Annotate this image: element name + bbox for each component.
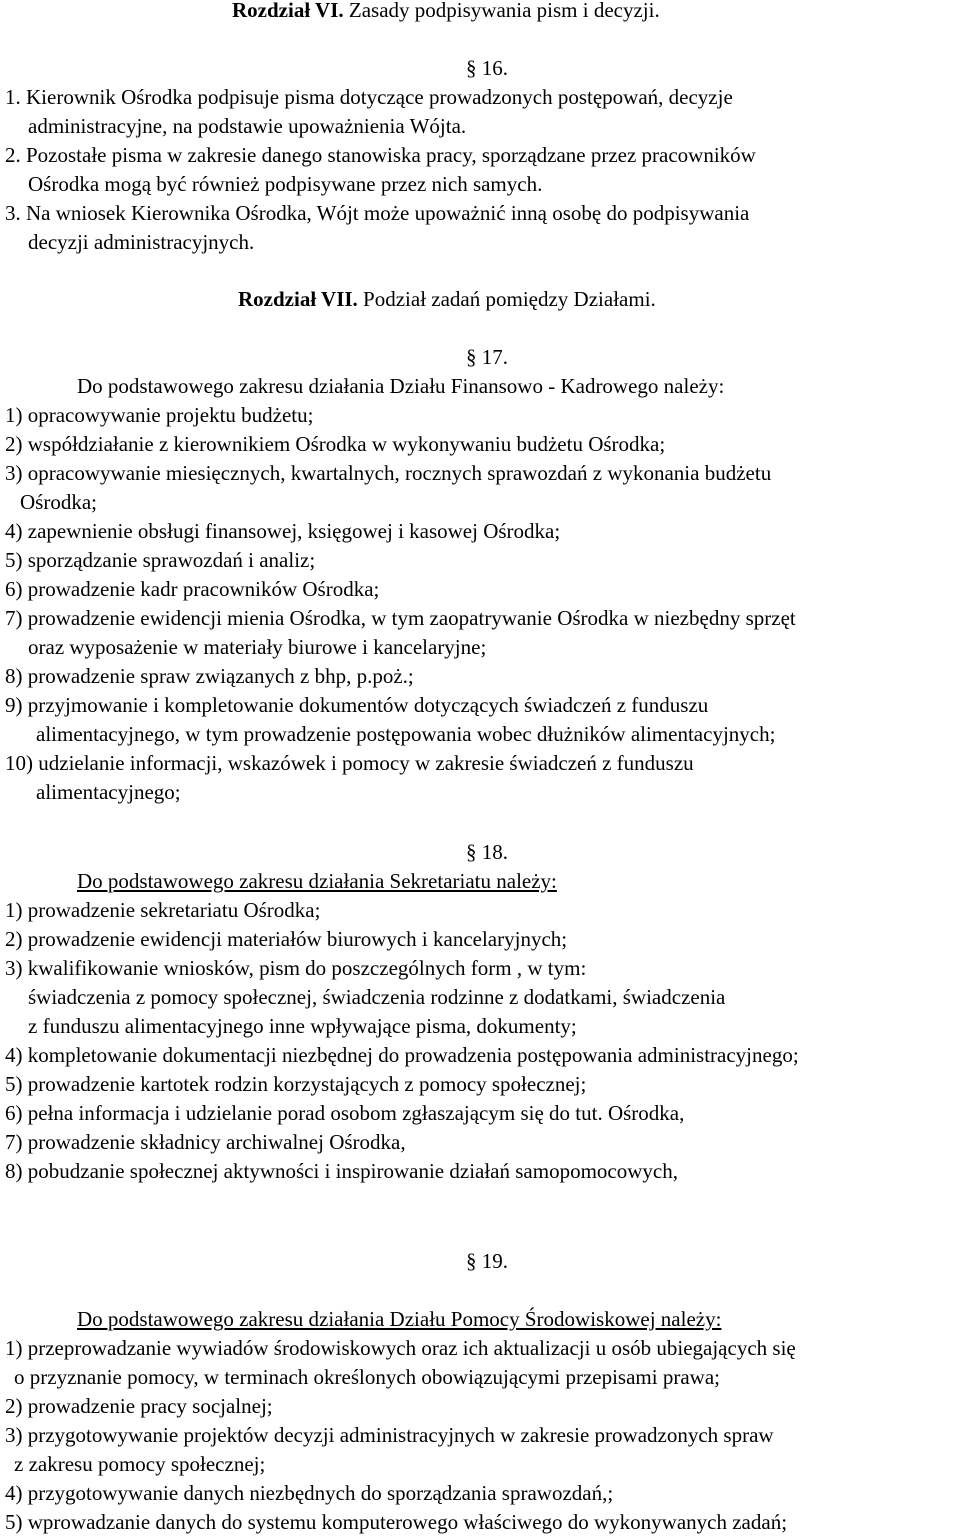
section-16-line: decyzji administracyjnych. [28, 230, 255, 254]
section-16-number: § 16. [466, 56, 508, 80]
section-16-line: 2. Pozostałe pisma w zakresie danego stanowiska pracy, sporządzane przez pracowników [5, 143, 756, 167]
section-17-item: 7) prowadzenie ewidencji mienia Ośrodka, w tym zaopatrywanie Ośrodka w niezbędny sprzęt [5, 606, 796, 630]
section-19-item: 4) przygotowywanie danych niezbędnych do sporządzania sprawozdań,; [5, 1481, 614, 1505]
section-17-item: 10) udzielanie informacji, wskazówek i pomocy w zakresie świadczeń z funduszu [5, 751, 694, 775]
section-18-item: 6) pełna informacja i udzielanie porad osobom zgłaszającym się do tut. Ośrodka, [5, 1101, 685, 1125]
section-18-number: § 18. [466, 840, 508, 864]
section-19-item: z zakresu pomocy społecznej; [14, 1452, 266, 1476]
section-17-item: 3) opracowywanie miesięcznych, kwartalnych, rocznych sprawozdań z wykonania budżetu [5, 461, 772, 485]
section-18-item: 3) kwalifikowanie wniosków, pism do poszczególnych form , w tym: [5, 956, 587, 980]
section-18-item: 1) prowadzenie sekretariatu Ośrodka; [5, 898, 321, 922]
section-18-item: 5) prowadzenie kartotek rodzin korzystających z pomocy społecznej; [5, 1072, 587, 1096]
section-19-number: § 19. [466, 1249, 508, 1273]
chapter-6-heading [232, 0, 660, 25]
section-19-item: 3) przygotowywanie projektów decyzji administracyjnych w zakresie prowadzonych spraw [5, 1423, 774, 1447]
section-17-item: alimentacyjnego, w tym prowadzenie postępowania wobec dłużników alimentacyjnych; [36, 722, 776, 746]
section-16-line: Ośrodka mogą być również podpisywane przez nich samych. [28, 172, 543, 196]
section-17-intro: Do podstawowego zakresu działania Działu Finansowo - Kadrowego należy: [77, 374, 725, 398]
section-17-item: oraz wyposażenie w materiały biurowe i kancelaryjne; [28, 635, 487, 659]
section-18-item: 2) prowadzenie ewidencji materiałów biurowych i kancelaryjnych; [5, 927, 568, 951]
section-18-item: z funduszu alimentacyjnego inne wpływające pisma, dokumenty; [28, 1014, 577, 1038]
section-18-intro: Do podstawowego zakresu działania Sekretariatu należy: [77, 869, 557, 893]
section-19-item: 2) prowadzenie pracy socjalnej; [5, 1394, 273, 1418]
section-19-intro: Do podstawowego zakresu działania Działu Pomocy Środowiskowej należy: [77, 1307, 722, 1331]
section-19-item: 5) wprowadzanie danych do systemu komputerowego właściwego do wykonywanych zadań; [5, 1510, 788, 1534]
section-16-line: administracyjne, na podstawie upoważnienia Wójta. [28, 114, 467, 138]
chapter-7-heading [238, 285, 656, 314]
section-17-number: § 17. [466, 345, 508, 369]
section-16-line: 1. Kierownik Ośrodka podpisuje pisma dotyczące prowadzonych postępowań, decyzje [5, 85, 733, 109]
section-17-item: 8) prowadzenie spraw związanych z bhp, p.poż.; [5, 664, 414, 688]
section-17-item: 2) współdziałanie z kierownikiem Ośrodka w wykonywaniu budżetu Ośrodka; [5, 432, 666, 456]
section-18-item: świadczenia z pomocy społecznej, świadczenia rodzinne z dodatkami, świadczenia [28, 985, 726, 1009]
chapter-7-heading-bold: Rozdział VII. [238, 287, 358, 311]
section-18-item: 4) kompletowanie dokumentacji niezbędnej do prowadzenia postępowania administracyjnego; [5, 1043, 799, 1067]
section-17-item: alimentacyjnego; [36, 780, 181, 804]
section-18-item: 8) pobudzanie społecznej aktywności i inspirowanie działań samopomocowych, [5, 1159, 678, 1183]
section-19-item: o przyznanie pomocy, w terminach określonych obowiązującymi przepisami prawa; [14, 1365, 720, 1389]
section-17-item: 4) zapewnienie obsługi finansowej, księgowej i kasowej Ośrodka; [5, 519, 561, 543]
chapter-6-heading-title: Zasady podpisywania pism i decyzji. [343, 0, 660, 22]
chapter-6-heading-bold: Rozdział VI. [232, 0, 344, 22]
chapter-7-heading-title: Podział zadań pomiędzy Działami. [357, 287, 656, 311]
section-17-item: 1) opracowywanie projektu budżetu; [5, 403, 314, 427]
section-18-item: 7) prowadzenie składnicy archiwalnej Ośrodka, [5, 1130, 406, 1154]
section-17-item: 9) przyjmowanie i kompletowanie dokumentów dotyczących świadczeń z funduszu [5, 693, 709, 717]
section-17-item: 6) prowadzenie kadr pracowników Ośrodka; [5, 577, 380, 601]
section-17-item: 5) sporządzanie sprawozdań i analiz; [5, 548, 316, 572]
section-16-line: 3. Na wniosek Kierownika Ośrodka, Wójt może upoważnić inną osobę do podpisywania [5, 201, 750, 225]
section-19-item: 1) przeprowadzanie wywiadów środowiskowych oraz ich aktualizacji u osób ubiegających się [5, 1336, 796, 1360]
section-17-item: Ośrodka; [20, 490, 97, 514]
